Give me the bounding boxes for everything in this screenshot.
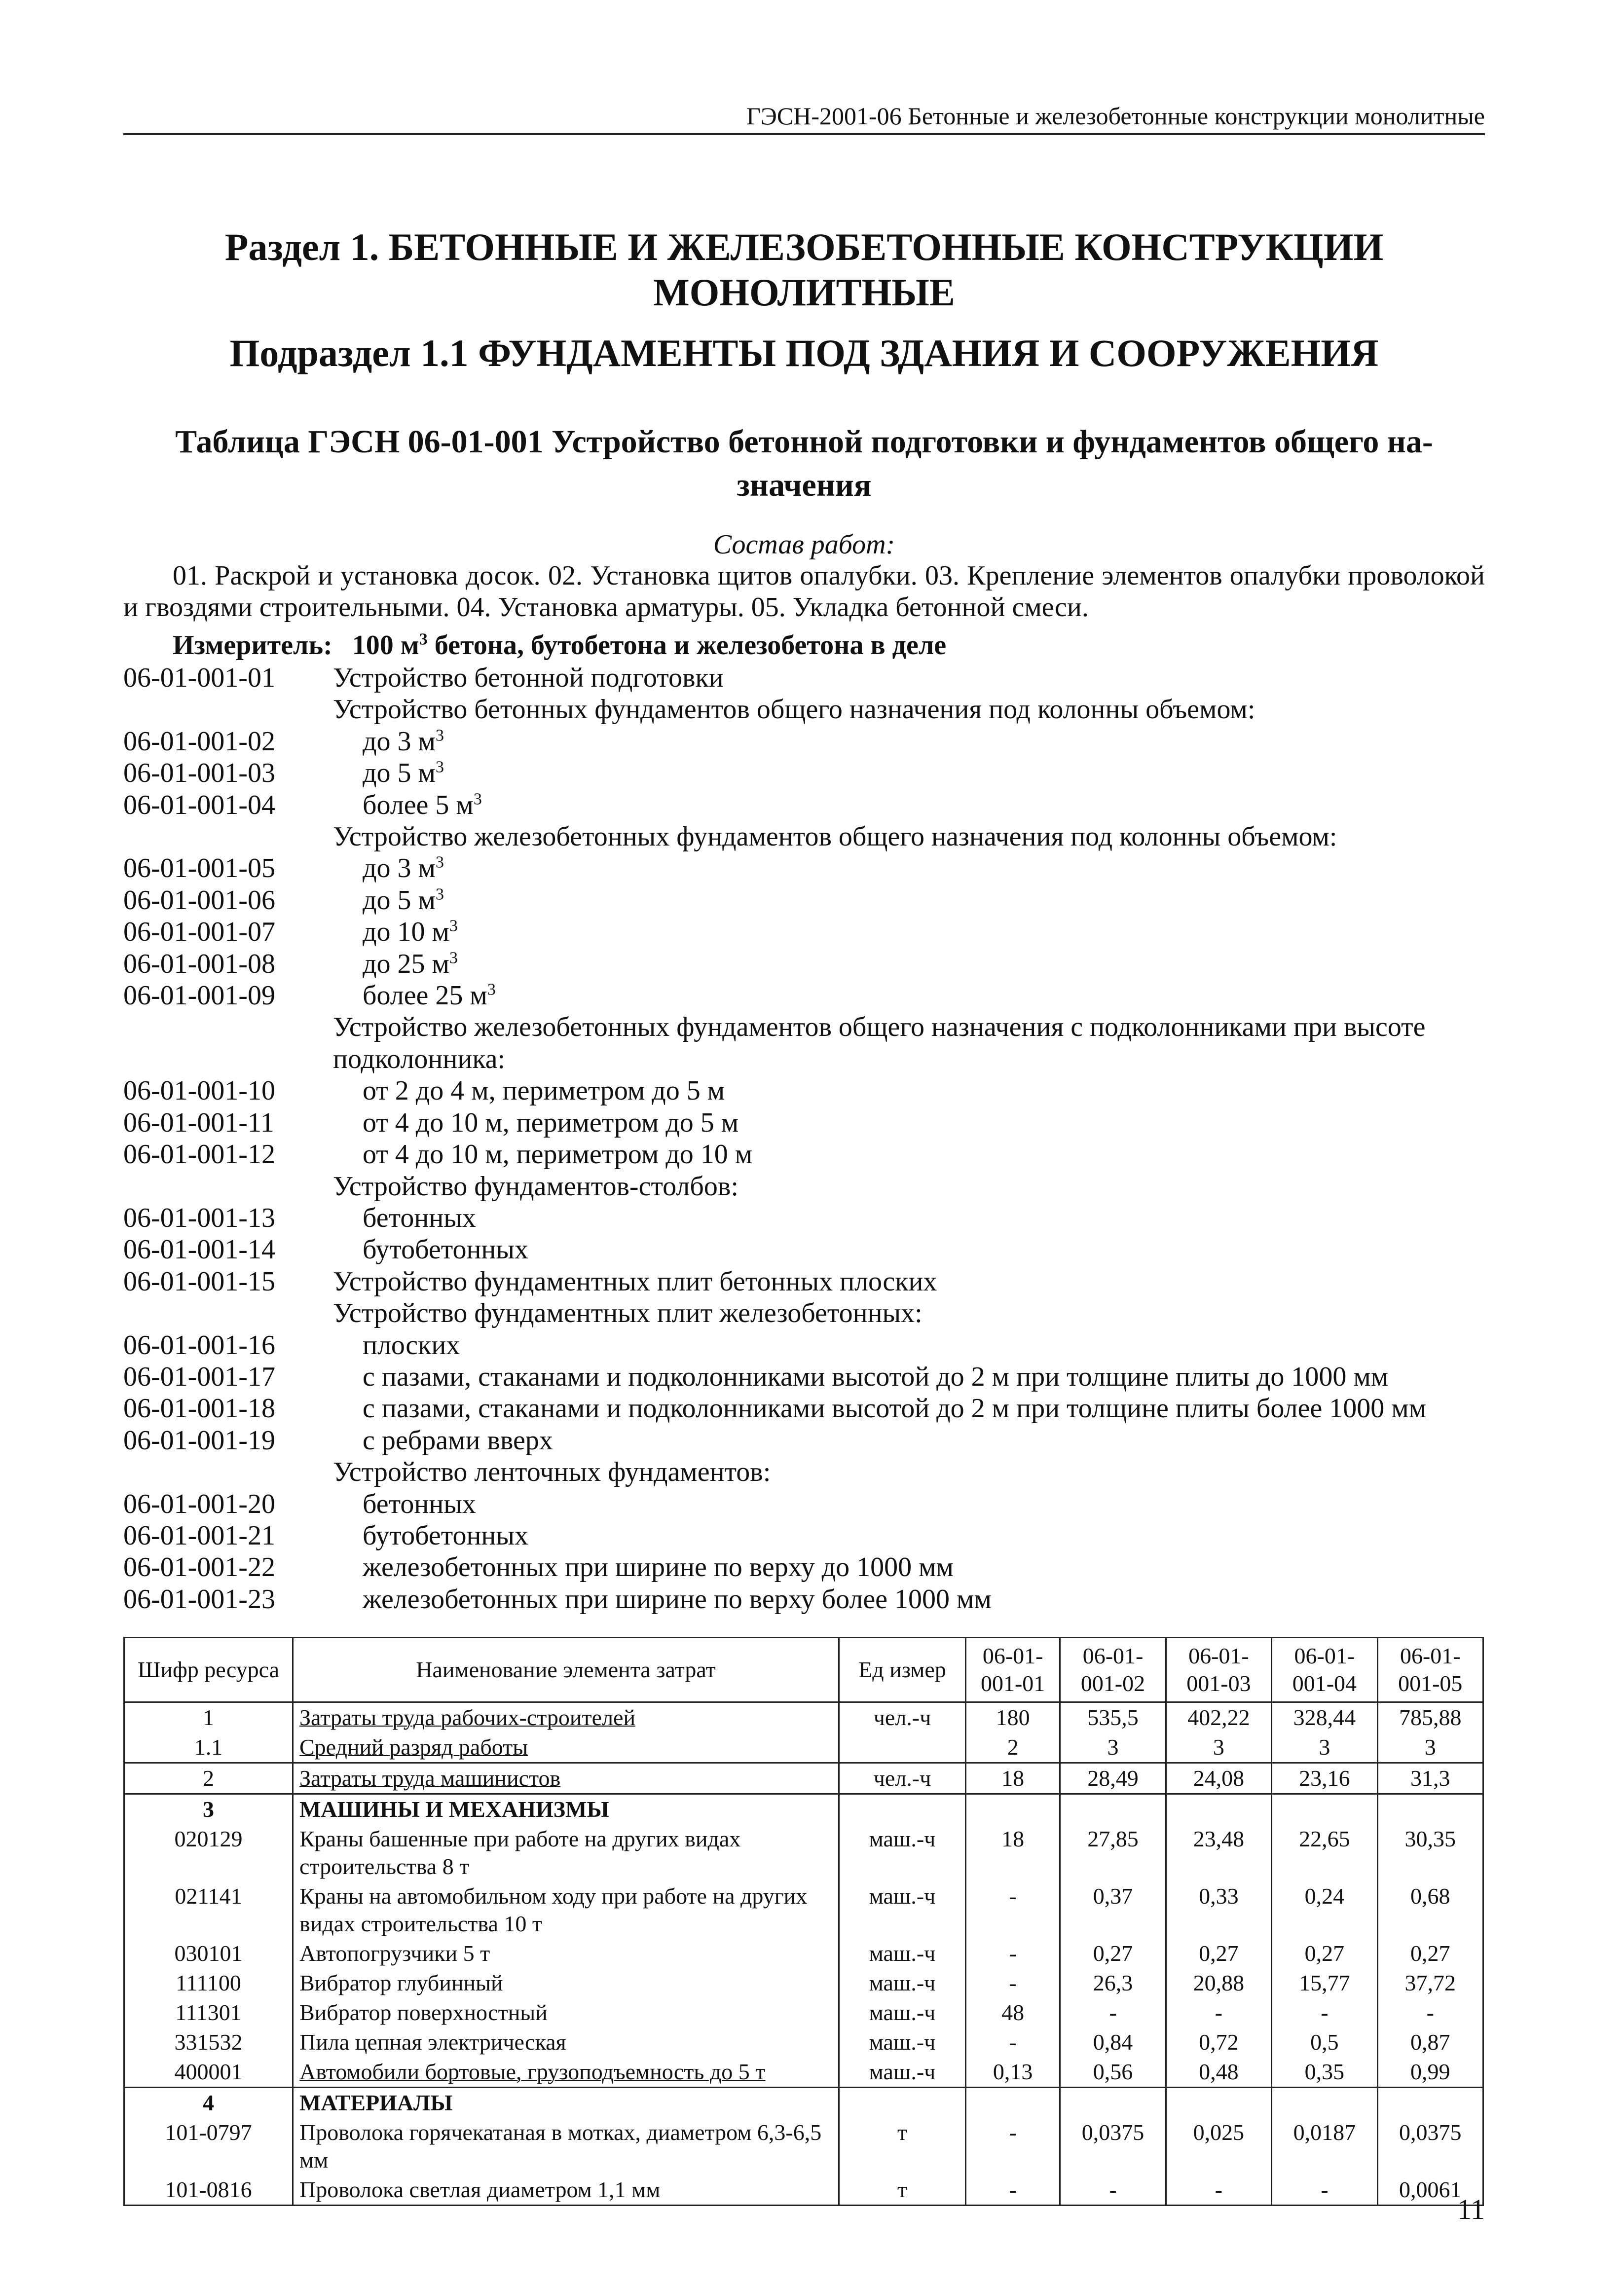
- resource-code-cell: 030101: [124, 1939, 293, 1968]
- norm-entry-text: [333, 1202, 1485, 1234]
- resource-unit-cell: маш.-ч: [839, 2057, 966, 2088]
- resource-value-cell: 28,49: [1060, 1763, 1166, 1794]
- norm-entry-code: 06-01-001-20: [123, 1488, 275, 1519]
- norm-entry-code: 06-01-001-12: [123, 1139, 275, 1170]
- norm-entry-code: 06-01-001-05: [123, 853, 275, 884]
- norm-entry-code: 06-01-001-14: [123, 1234, 275, 1265]
- unit-superscript: 3: [419, 630, 428, 649]
- resource-code-cell: 3: [124, 1794, 293, 1825]
- header-norm-4: 06-01-001-04: [1272, 1638, 1377, 1702]
- resource-value-cell: -: [1060, 1998, 1166, 2027]
- norm-entry-code: 06-01-001-15: [123, 1266, 275, 1297]
- norm-entry-label: с ребрами вверх: [363, 1425, 553, 1456]
- resource-value-cell: -: [1377, 1998, 1483, 2027]
- resource-unit-cell: чел.-ч: [839, 1702, 966, 1733]
- resource-value-cell: -: [966, 2118, 1060, 2175]
- norm-entry-label: до 25 м: [363, 948, 449, 979]
- norm-entry-superscript: 3: [473, 789, 482, 808]
- resource-value-cell: -: [1060, 2175, 1166, 2206]
- resource-value-cell: -: [1166, 2175, 1271, 2206]
- resource-name-cell: Проволока горячекатаная в мотках, диаметром 6,3-6,5 мм: [293, 2118, 839, 2175]
- resource-value-cell: [1377, 1794, 1483, 1825]
- resource-value-cell: 0,35: [1272, 2057, 1377, 2088]
- norm-entry-superscript: 3: [435, 853, 444, 872]
- norm-entry-code: [123, 1171, 333, 1202]
- norm-entry-text: [333, 1139, 1485, 1170]
- norm-entry-text: [333, 1393, 1485, 1424]
- norm-entry: [123, 1551, 1485, 1583]
- norm-entry-label: Устройство железобетонных фундаментов общего назначения под колонны объемом:: [333, 821, 1337, 852]
- norm-entry-text: [333, 694, 1485, 725]
- resource-value-cell: [1166, 1794, 1271, 1825]
- resource-value-cell: [1377, 2088, 1483, 2118]
- header-norm-2: 06-01-001-02: [1060, 1638, 1166, 1702]
- norm-entry-text: [333, 1488, 1485, 1520]
- norm-entry-code: [123, 1043, 333, 1075]
- resource-unit-cell: маш.-ч: [839, 1824, 966, 1881]
- norm-entry-text: [333, 948, 1485, 980]
- norm-entry: [123, 1171, 1485, 1202]
- resource-value-cell: 23,48: [1166, 1824, 1271, 1881]
- resource-value-cell: 15,77: [1272, 1968, 1377, 1998]
- norm-entry-text: [333, 1234, 1485, 1265]
- norm-entry-text: [333, 916, 1485, 948]
- resource-code-cell: 111301: [124, 1998, 293, 2027]
- norm-entry-label: до 3 м: [363, 853, 436, 884]
- table-row: [124, 2118, 1483, 2175]
- header-name: Наименование элемента затрат: [293, 1638, 839, 1702]
- norm-entry-label: бутобетонных: [363, 1520, 528, 1551]
- resource-code-cell: 020129: [124, 1824, 293, 1881]
- resource-value-cell: 3: [1377, 1732, 1483, 1763]
- norm-entry: [123, 1139, 1485, 1170]
- norm-entry-text: [333, 1107, 1485, 1139]
- resource-value-cell: 0,72: [1166, 2027, 1271, 2057]
- resource-value-cell: 27,85: [1060, 1824, 1166, 1881]
- resource-value-cell: 0,24: [1272, 1881, 1377, 1939]
- table-row: [124, 1998, 1483, 2027]
- composition-text: 01. Раскрой и установка досок. 02. Установка щитов опалубки. 03. Крепление элементов опалубки проволокой и гвоздями строительными. 04. Установка арматуры. 05. Укладка бетонной смеси.: [123, 560, 1485, 623]
- norm-entry-label: подколонника:: [333, 1043, 506, 1074]
- resource-name-cell: МАШИНЫ И МЕХАНИЗМЫ: [293, 1794, 839, 1825]
- norm-entry: [123, 1361, 1485, 1393]
- resource-name-cell: Автомобили бортовые, грузоподъемность до 5 т: [293, 2057, 839, 2088]
- resource-value-cell: 0,33: [1166, 1881, 1271, 1939]
- norm-entry-code: 06-01-001-09: [123, 980, 275, 1011]
- norm-entry-label: до 5 м: [363, 758, 436, 789]
- resource-value-cell: 26,3: [1060, 1968, 1166, 1998]
- norm-entry-code: 06-01-001-04: [123, 789, 275, 820]
- norm-entry-text: [333, 1075, 1485, 1106]
- norm-entry-label: до 5 м: [363, 884, 436, 916]
- resource-name-cell: Краны башенные при работе на других видах строительства 8 т: [293, 1824, 839, 1881]
- table-title-line-2: значения: [737, 467, 872, 503]
- norm-entry-code: 06-01-001-07: [123, 917, 275, 948]
- norm-entry: [123, 1329, 1485, 1361]
- table-row: [124, 2027, 1483, 2057]
- norm-entry-label: от 4 до 10 м, периметром до 5 м: [363, 1107, 739, 1138]
- norm-entry-label: Устройство ленточных фундаментов:: [333, 1457, 771, 1488]
- norm-entry-label: бетонных: [363, 1202, 476, 1233]
- resource-value-cell: [1272, 1794, 1377, 1825]
- norm-entry-label: до 3 м: [363, 726, 436, 757]
- resource-value-cell: 2: [966, 1732, 1060, 1763]
- norm-entry: [123, 884, 1485, 916]
- table-row: [124, 1881, 1483, 1939]
- norm-entry-text: [333, 789, 1485, 821]
- resource-name-cell: Пила цепная электрическая: [293, 2027, 839, 2057]
- norm-entry-code: [123, 694, 333, 725]
- resource-value-cell: 0,27: [1377, 1939, 1483, 1968]
- norm-entry-text: [333, 1520, 1485, 1551]
- norm-entry-label: от 2 до 4 м, периметром до 5 м: [363, 1075, 725, 1106]
- resource-name-cell: Средний разряд работы: [293, 1732, 839, 1763]
- resource-value-cell: [1272, 2088, 1377, 2118]
- norm-entry-text: [333, 980, 1485, 1011]
- norm-entry-label: плоских: [363, 1329, 460, 1361]
- resource-table: [123, 1637, 1484, 2206]
- header-norm-3: 06-01-001-03: [1166, 1638, 1271, 1702]
- resource-value-cell: 0,27: [1272, 1939, 1377, 1968]
- resource-unit-cell: т: [839, 2175, 966, 2206]
- resource-unit-cell: чел.-ч: [839, 1763, 966, 1794]
- norm-entry-code: 06-01-001-10: [123, 1075, 275, 1106]
- resource-value-cell: 0,0375: [1060, 2118, 1166, 2175]
- resource-code-cell: 4: [124, 2088, 293, 2118]
- resource-code-cell: 101-0797: [124, 2118, 293, 2175]
- norm-entry-text: [333, 1456, 1485, 1488]
- norm-entry: [123, 1107, 1485, 1139]
- norm-entry-text: [333, 757, 1485, 789]
- resource-name-cell: Затраты труда рабочих-строителей: [293, 1702, 839, 1733]
- resource-name-cell: Краны на автомобильном ходу при работе на других видах строительства 10 т: [293, 1881, 839, 1939]
- resource-value-cell: 0,87: [1377, 2027, 1483, 2057]
- norm-entry-label: Устройство фундаментов-столбов:: [333, 1171, 738, 1202]
- resource-code-cell: 021141: [124, 1881, 293, 1939]
- resource-value-cell: [966, 2088, 1060, 2118]
- norm-entry-label: железобетонных при ширине по верху до 1000 мм: [363, 1552, 954, 1583]
- table-row: [124, 1794, 1483, 1825]
- norm-entry: [123, 1043, 1485, 1075]
- norm-entry-label: с пазами, стаканами и подколонниками высотой до 2 м при толщине плиты до 1000 мм: [363, 1361, 1389, 1392]
- norm-entry-code: [123, 1011, 333, 1043]
- resource-value-cell: 328,44: [1272, 1702, 1377, 1733]
- resource-name-cell: Проволока светлая диаметром 1,1 мм: [293, 2175, 839, 2206]
- norm-entry: [123, 1011, 1485, 1043]
- norm-entry-label: более 5 м: [363, 789, 474, 820]
- table-title: [123, 420, 1485, 507]
- resource-value-cell: -: [966, 1881, 1060, 1939]
- norm-entry: [123, 1456, 1485, 1488]
- norm-entry-code: [123, 821, 333, 852]
- resource-value-cell: 31,3: [1377, 1763, 1483, 1794]
- norm-entry: [123, 726, 1485, 757]
- resource-value-cell: 0,48: [1166, 2057, 1271, 2088]
- resource-value-cell: 3: [1166, 1732, 1271, 1763]
- resource-unit-cell: маш.-ч: [839, 2027, 966, 2057]
- resource-value-cell: 180: [966, 1702, 1060, 1733]
- norm-entry-text: [333, 1297, 1485, 1329]
- norm-entry: [123, 1202, 1485, 1234]
- norm-entry-text: [333, 1171, 1485, 1202]
- resource-unit-cell: [839, 1732, 966, 1763]
- resource-value-cell: 0,27: [1166, 1939, 1271, 1968]
- norm-entry: [123, 694, 1485, 725]
- resource-name-cell: Вибратор поверхностный: [293, 1998, 839, 2027]
- table-row: [124, 2088, 1483, 2118]
- resource-value-cell: 0,025: [1166, 2118, 1271, 2175]
- resource-value-cell: 0,0375: [1377, 2118, 1483, 2175]
- resource-value-cell: -: [966, 1939, 1060, 1968]
- norm-entry-label: Устройство железобетонных фундаментов общего назначения с подколонниками при высоте: [333, 1012, 1426, 1043]
- resource-value-cell: -: [1272, 1998, 1377, 2027]
- resource-unit-cell: маш.-ч: [839, 1881, 966, 1939]
- resource-name-cell: Вибратор глубинный: [293, 1968, 839, 1998]
- norm-entry-text: [333, 1266, 1485, 1297]
- norm-entry: [123, 821, 1485, 852]
- norm-entry-code: 06-01-001-19: [123, 1425, 275, 1456]
- resource-value-cell: 0,0187: [1272, 2118, 1377, 2175]
- resource-value-cell: 24,08: [1166, 1763, 1271, 1794]
- composition-label: Состав работ:: [713, 529, 895, 560]
- resource-value-cell: 535,5: [1060, 1702, 1166, 1733]
- norm-entry-superscript: 3: [487, 980, 496, 999]
- norm-entry-label: от 4 до 10 м, периметром до 10 м: [363, 1139, 753, 1170]
- resource-value-cell: [1060, 2088, 1166, 2118]
- norm-entry-superscript: 3: [449, 949, 458, 967]
- resource-value-cell: 3: [1060, 1732, 1166, 1763]
- resource-value-cell: 785,88: [1377, 1702, 1483, 1733]
- norm-entry-code: 06-01-001-13: [123, 1202, 275, 1233]
- norm-entry: [123, 916, 1485, 948]
- header-unit: Ед измер: [839, 1638, 966, 1702]
- resource-value-cell: 18: [966, 1824, 1060, 1881]
- resource-unit-cell: маш.-ч: [839, 1998, 966, 2027]
- resource-value-cell: -: [1272, 2175, 1377, 2206]
- norm-entry-text: [333, 1583, 1485, 1615]
- norm-entry-code: 06-01-001-23: [123, 1583, 275, 1615]
- resource-value-cell: 0,68: [1377, 1881, 1483, 1939]
- page-number: 11: [1457, 2193, 1485, 2225]
- running-header: ГЭСН-2001-06 Бетонные и железобетонные конструкции монолитные: [123, 102, 1485, 135]
- norm-entry-label: Устройство бетонной подготовки: [333, 663, 724, 693]
- norm-entry-code: 06-01-001-06: [123, 884, 275, 916]
- resource-name-cell: Автопогрузчики 5 т: [293, 1939, 839, 1968]
- table-row: [124, 1763, 1483, 1794]
- resource-unit-cell: маш.-ч: [839, 1939, 966, 1968]
- resource-value-cell: 402,22: [1166, 1702, 1271, 1733]
- norm-entry: [123, 1297, 1485, 1329]
- resource-value-cell: -: [1166, 1998, 1271, 2027]
- resource-value-cell: 0,84: [1060, 2027, 1166, 2057]
- resource-value-cell: 37,72: [1377, 1968, 1483, 1998]
- norm-entry-label: Устройство фундаментных плит бетонных плоских: [333, 1266, 937, 1297]
- resource-value-cell: -: [966, 2027, 1060, 2057]
- table-row: [124, 2057, 1483, 2088]
- resource-code-cell: 331532: [124, 2027, 293, 2057]
- header-norm-5: 06-01-001-05: [1377, 1638, 1483, 1702]
- section-title-line-1: Раздел 1. БЕТОННЫЕ И ЖЕЛЕЗОБЕТОННЫЕ КОНСТРУКЦИИ: [224, 225, 1384, 268]
- resource-value-cell: 22,65: [1272, 1824, 1377, 1881]
- resource-value-cell: 18: [966, 1763, 1060, 1794]
- resource-value-cell: 0,0061: [1377, 2175, 1483, 2206]
- norm-entry: [123, 980, 1485, 1011]
- resource-value-cell: -: [966, 1968, 1060, 1998]
- resource-code-cell: 111100: [124, 1968, 293, 1998]
- resource-value-cell: 0,13: [966, 2057, 1060, 2088]
- norm-entry: [123, 1393, 1485, 1424]
- resource-code-cell: 1.1: [124, 1732, 293, 1763]
- norm-entry-text: [333, 1043, 1485, 1075]
- table-row: [124, 1939, 1483, 1968]
- norm-entry: [123, 1520, 1485, 1551]
- resource-value-cell: 0,5: [1272, 2027, 1377, 2057]
- norm-entry-text: [333, 852, 1485, 884]
- norm-entry-label: железобетонных при ширине по верху более 1000 мм: [363, 1583, 992, 1615]
- table-row: [124, 1824, 1483, 1881]
- resource-code-cell: 1: [124, 1702, 293, 1733]
- unit-value-prefix: 100 м: [352, 630, 419, 661]
- resource-value-cell: 0,99: [1377, 2057, 1483, 2088]
- resource-code-cell: 2: [124, 1763, 293, 1794]
- norm-entry-code: 06-01-001-22: [123, 1552, 275, 1583]
- norm-entry-label: Устройство бетонных фундаментов общего назначения под колонны объемом:: [333, 694, 1255, 725]
- norm-entry-code: 06-01-001-17: [123, 1361, 275, 1392]
- norm-entry: [123, 1425, 1485, 1456]
- resource-unit-cell: т: [839, 2118, 966, 2175]
- table-row: [124, 1702, 1483, 1733]
- resource-value-cell: [1060, 1794, 1166, 1825]
- norm-entry-label: более 25 м: [363, 980, 487, 1011]
- resource-value-cell: [966, 1794, 1060, 1825]
- norm-entry-code: [123, 1297, 333, 1329]
- table-row: [124, 1968, 1483, 1998]
- norm-entry-text: [333, 884, 1485, 916]
- resource-name-cell: МАТЕРИАЛЫ: [293, 2088, 839, 2118]
- norm-entry: [123, 948, 1485, 980]
- resource-unit-cell: [839, 2088, 966, 2118]
- norm-entry-text: [333, 1361, 1485, 1393]
- resource-value-cell: 20,88: [1166, 1968, 1271, 1998]
- resource-value-cell: 3: [1272, 1732, 1377, 1763]
- unit-value-suffix: бетона, бутобетона и железобетона в деле: [427, 630, 947, 661]
- resource-value-cell: 30,35: [1377, 1824, 1483, 1881]
- unit-line: [173, 629, 946, 661]
- norm-entry-code: 06-01-001-18: [123, 1393, 275, 1424]
- norm-entry-code: 06-01-001-16: [123, 1329, 275, 1361]
- resource-code-cell: 400001: [124, 2057, 293, 2088]
- norm-entry-code: 06-01-001-08: [123, 948, 275, 979]
- table-title-line-1: Таблица ГЭСН 06-01-001 Устройство бетонной подготовки и фундаментов общего на-: [175, 424, 1433, 460]
- norm-entry-text: [333, 821, 1485, 852]
- resource-unit-cell: маш.-ч: [839, 1968, 966, 1998]
- norm-entry-superscript: 3: [435, 726, 444, 745]
- norm-entry-code: 06-01-001-03: [123, 758, 275, 789]
- norm-entry: [123, 757, 1485, 789]
- norm-entry-superscript: 3: [435, 885, 444, 904]
- norm-entry-label: до 10 м: [363, 917, 449, 948]
- resource-value-cell: [1166, 2088, 1271, 2118]
- norm-entry-text: [333, 1011, 1485, 1043]
- norm-entry-label: с пазами, стаканами и подколонниками высотой до 2 м при толщине плиты более 1000 мм: [363, 1393, 1427, 1424]
- norm-entry: [123, 1488, 1485, 1520]
- resource-value-cell: 0,56: [1060, 2057, 1166, 2088]
- unit-label: Измеритель:: [173, 630, 332, 661]
- resource-value-cell: 0,27: [1060, 1939, 1166, 1968]
- subsection-title: Подраздел 1.1 ФУНДАМЕНТЫ ПОД ЗДАНИЯ И СООРУЖЕНИЯ: [229, 331, 1379, 374]
- resource-value-cell: -: [966, 2175, 1060, 2206]
- norm-entry: [123, 1583, 1485, 1615]
- norm-entries-list: [123, 662, 1485, 1615]
- table-row: [124, 1732, 1483, 1763]
- norm-entry: [123, 852, 1485, 884]
- norm-entry-code: 06-01-001-01: [123, 663, 275, 693]
- norm-entry-superscript: 3: [435, 758, 444, 776]
- resource-name-cell: Затраты труда машинистов: [293, 1763, 839, 1794]
- norm-entry-superscript: 3: [449, 917, 458, 935]
- header-norm-1: 06-01-001-01: [966, 1638, 1060, 1702]
- section-title: [123, 224, 1485, 315]
- header-code: Шифр ресурса: [124, 1638, 293, 1702]
- table-header-row: [124, 1638, 1483, 1702]
- norm-entry: [123, 1075, 1485, 1106]
- norm-entry-text: [333, 1329, 1485, 1361]
- table-row: [124, 2175, 1483, 2206]
- section-title-line-2: МОНОЛИТНЫЕ: [653, 271, 955, 314]
- norm-entry-code: 06-01-001-11: [123, 1107, 274, 1138]
- norm-entry-label: бетонных: [363, 1488, 476, 1519]
- resource-unit-cell: [839, 1794, 966, 1825]
- norm-entry-text: [333, 726, 1485, 757]
- resource-value-cell: 0,37: [1060, 1881, 1166, 1939]
- norm-entry-text: [333, 662, 1485, 694]
- resource-value-cell: 23,16: [1272, 1763, 1377, 1794]
- norm-entry-code: [123, 1456, 333, 1488]
- norm-entry: [123, 662, 1485, 694]
- norm-entry: [123, 1234, 1485, 1265]
- resource-code-cell: 101-0816: [124, 2175, 293, 2206]
- norm-entry-text: [333, 1425, 1485, 1456]
- norm-entry: [123, 1266, 1485, 1297]
- norm-entry-code: 06-01-001-21: [123, 1520, 275, 1551]
- norm-entry-label: бутобетонных: [363, 1234, 528, 1265]
- norm-entry-code: 06-01-001-02: [123, 726, 275, 757]
- norm-entry: [123, 789, 1485, 821]
- norm-entry-text: [333, 1551, 1485, 1583]
- resource-value-cell: 48: [966, 1998, 1060, 2027]
- norm-entry-label: Устройство фундаментных плит железобетонных:: [333, 1298, 923, 1329]
